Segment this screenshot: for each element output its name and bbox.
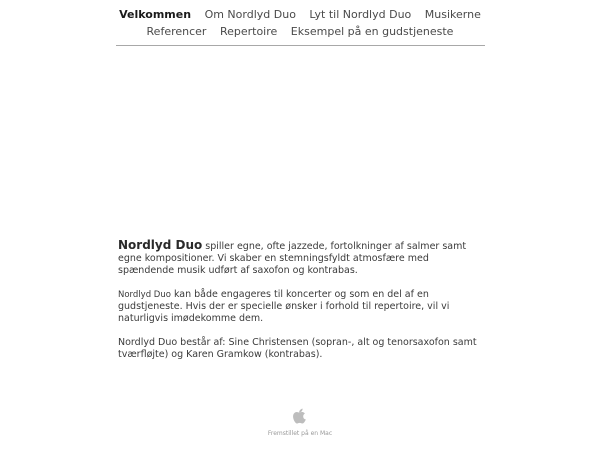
nav-item-referencer[interactable]: Referencer	[146, 25, 207, 38]
nav-item-repertoire[interactable]: Repertoire	[219, 25, 278, 38]
intro-paragraph-1-text: spiller egne, ofte jazzede, fortolkninger af salmer samt egne kompositioner. Vi skaber en stemningsfyldt atmosfære med spændende musik udført af saxofon og kontrabas.	[118, 241, 467, 276]
nav-item-om-nordlyd-duo[interactable]: Om Nordlyd Duo	[204, 8, 296, 21]
nav-row-1	[0, 6, 600, 23]
intro-paragraph-3: Nordlyd Duo består af: Sine Christensen (sopran-, alt og tenorsaxofon samt tværfløjte) og Karen Gramkow (kontrabas).	[118, 337, 477, 360]
nav-divider	[116, 45, 485, 46]
apple-icon[interactable]	[293, 408, 307, 424]
nav-item-velkommen[interactable]: Velkommen	[119, 8, 192, 21]
intro-paragraph-2-text: kan både engageres til koncerter og som en del af en gudstjeneste. Hvis der er specielle ønsker i forhold til repertoire, vil vi naturligvis imødekomme dem.	[118, 289, 450, 324]
footer	[0, 408, 600, 437]
intro-text	[118, 239, 484, 373]
nav-item-eksempel-paa-en-gudstjeneste[interactable]: Eksempel på en gudstjeneste	[290, 25, 454, 38]
nav-item-musikerne[interactable]: Musikerne	[424, 8, 481, 21]
intro-paragraph-2	[118, 289, 484, 325]
nav-row-2	[0, 23, 600, 40]
brand-name-large: Nordlyd Duo	[118, 238, 203, 252]
intro-paragraph-1	[118, 239, 484, 277]
brand-name-small: Nordlyd Duo	[118, 290, 171, 300]
footer-made-on-mac: Fremstillet på en Mac	[267, 430, 333, 437]
main-navigation	[0, 0, 600, 40]
nav-item-lyt-til-nordlyd-duo[interactable]: Lyt til Nordlyd Duo	[309, 8, 412, 21]
